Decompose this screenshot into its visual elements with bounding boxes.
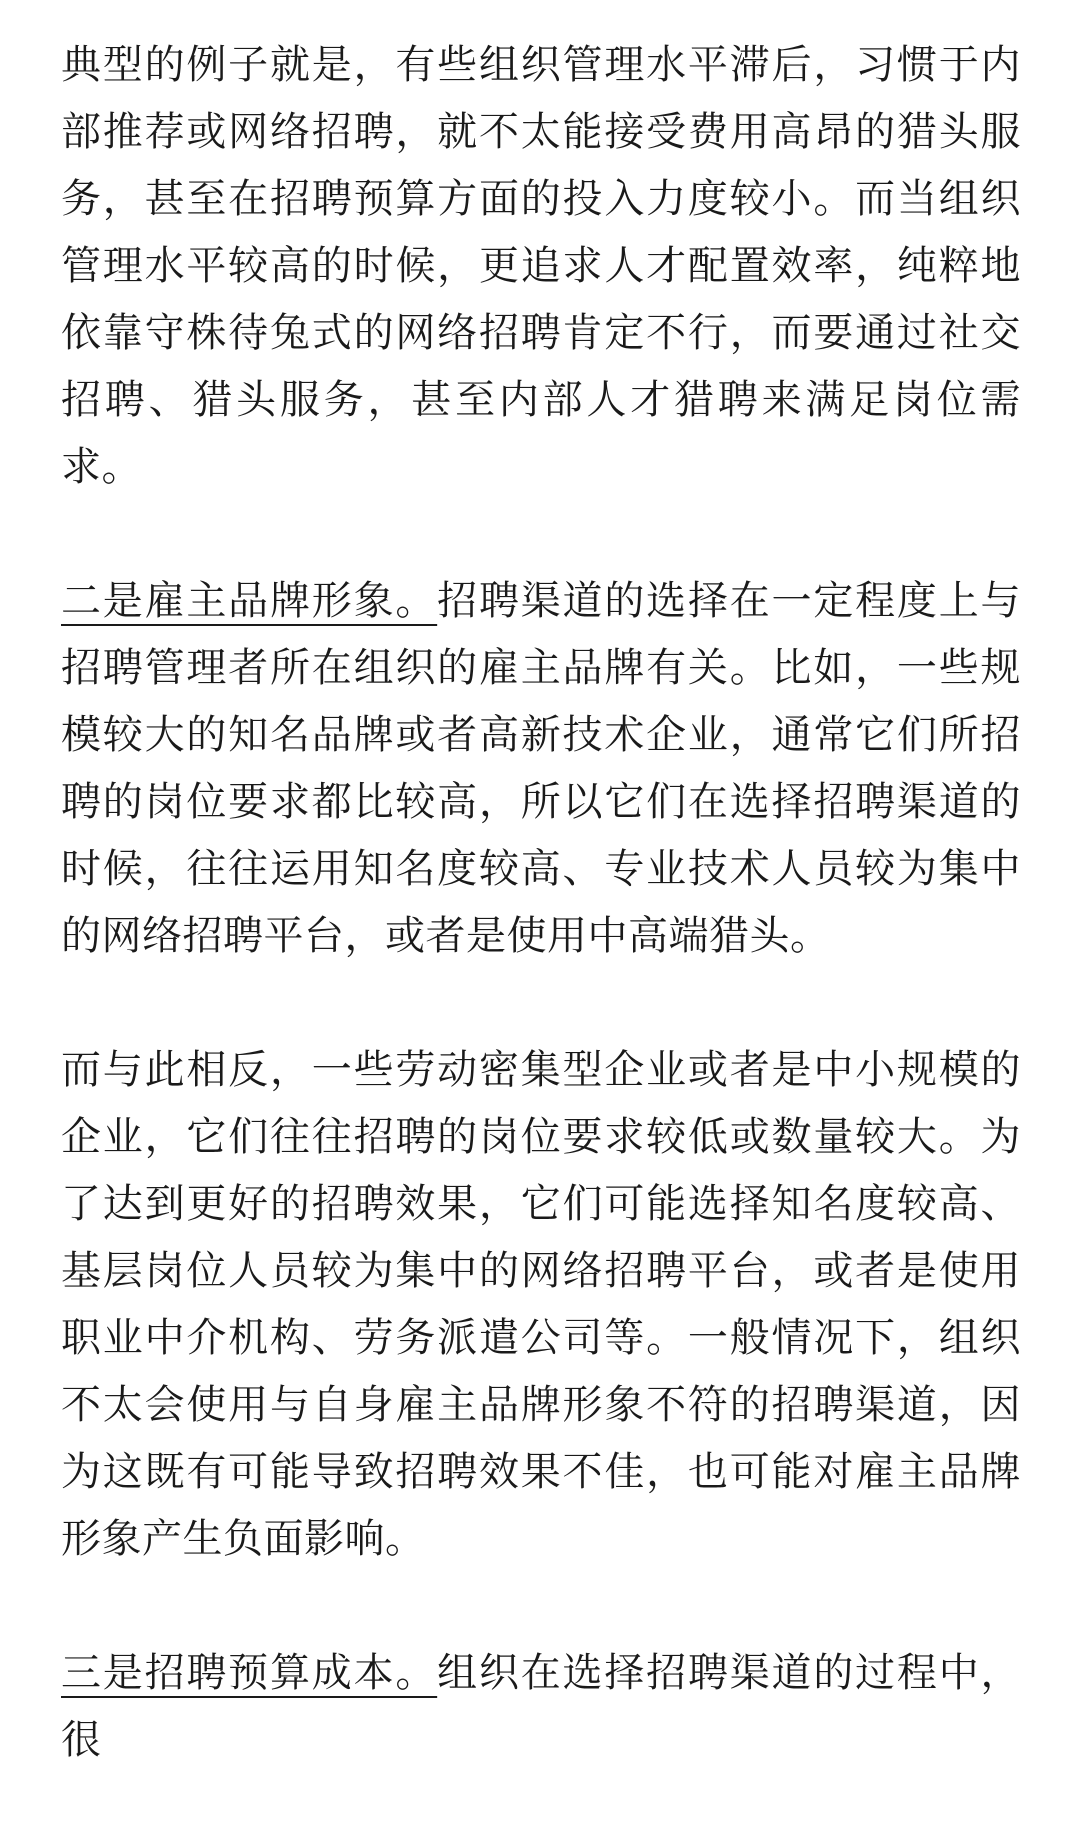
paragraph-3 [61, 1037, 1021, 1573]
article-body [61, 32, 1021, 1841]
paragraph-2 [61, 568, 1021, 970]
paragraph-4-heading: 三是招聘预算成本。 [61, 1650, 438, 1696]
paragraph-2-text: 招聘渠道的选择在一定程度上与招聘管理者所在组织的雇主品牌有关。比如，一些规模较大的知名品牌或者高新技术企业，通常它们所招聘的岗位要求都比较高，所以它们在选择招聘渠道的时候，往往运用知名度较高、专业技术人员较为集中的网络招聘平台，或者是使用中高端猎头。 [61, 578, 1022, 959]
paragraph-1 [61, 32, 1021, 501]
paragraph-4-text: 组织在选择招聘渠道的过程中，很 [61, 1650, 1022, 1763]
paragraph-1-text: 典型的例子就是，有些组织管理水平滞后，习惯于内部推荐或网络招聘，就不太能接受费用高昂的猎头服务，甚至在招聘预算方面的投入力度较小。而当组织管理水平较高的时候，更追求人才配置效率，纯粹地依靠守株待兔式的网络招聘肯定不行，而要通过社交招聘、猎头服务，甚至内部人才猎聘来满足岗位需求。 [61, 42, 1021, 490]
paragraph-2-heading: 二是雇主品牌形象。 [61, 578, 438, 624]
paragraph-4 [61, 1640, 1021, 1774]
paragraph-3-text: 而与此相反，一些劳动密集型企业或者是中小规模的企业，它们往往招聘的岗位要求较低或数量较大。为了达到更好的招聘效果，它们可能选择知名度较高、基层岗位人员较为集中的网络招聘平台，或者是使用职业中介机构、劳务派遣公司等。一般情况下，组织不太会使用与自身雇主品牌形象不符的招聘渠道，因为这既有可能导致招聘效果不佳，也可能对雇主品牌形象产生负面影响。 [61, 1047, 1021, 1562]
